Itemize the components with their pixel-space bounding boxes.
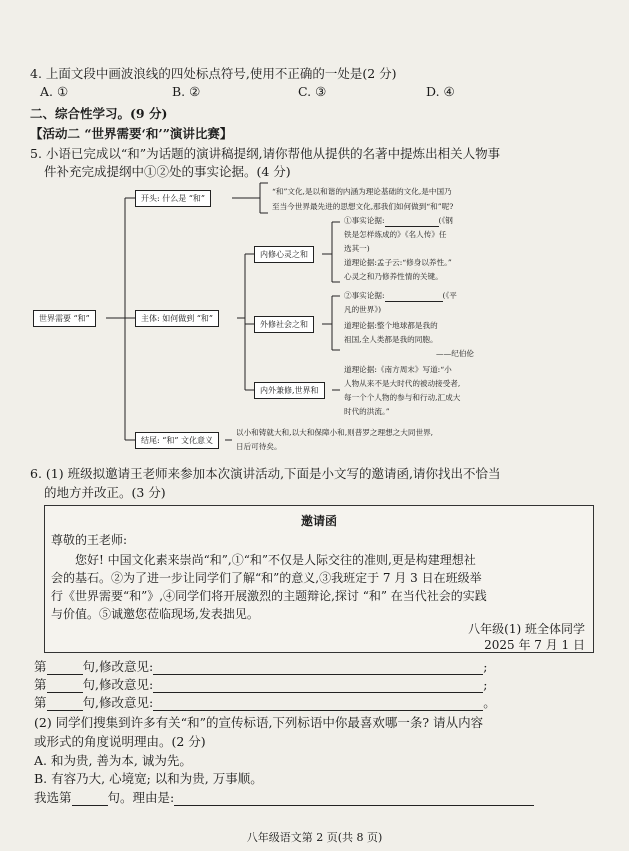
activity-title: 【活动二 “世界需要‘和’”演讲比赛】: [30, 126, 233, 141]
sub3-text-line4: 时代的洪流。”: [344, 407, 390, 416]
q4-option-c: C. ③: [298, 84, 327, 99]
answer-blank-2[interactable]: [385, 292, 443, 302]
letter-body-line3: 行《世界需要“和”》,④同学们将开展激烈的主题辩论,探讨 “和” 在当代社会的实践: [51, 589, 487, 603]
invitation-letter-box: [44, 505, 594, 653]
sub1-text-line4: 道理论据:孟子云:“修身以养性。”: [344, 258, 452, 267]
revision-blank[interactable]: [153, 661, 483, 675]
sub2-fact-suffix: (《平: [442, 291, 457, 300]
opening-text-line1: “和”文化,是以和谐的内涵为理论基础的文化,是中国乃: [272, 187, 452, 196]
q6-part1-line2: 的地方并改正。(3 分): [44, 485, 166, 500]
sub3-text-line2: 人物从来不是大时代的被动接受者,: [344, 379, 461, 388]
letter-body-line1: 您好! 中国文化素来崇尚“和”,①“和”不仅是人际交往的准则,更是构建理想社: [75, 553, 476, 567]
letter-body-line2: 会的基石。②为了进一步让同学们了解“和”的意义,③我班定于 7 月 3 日在班级举: [51, 571, 482, 585]
sub2-text-line4: 祖国,全人类都是我的同胞。: [344, 335, 438, 344]
page-footer: 八年级语文第 2 页(共 8 页): [246, 831, 383, 844]
revision-blank[interactable]: [153, 679, 483, 693]
section2-title: 二、综合性学习。(9 分): [30, 106, 168, 121]
revision-blank[interactable]: [153, 697, 483, 711]
ending-text-line2: 日后可待矣。: [236, 442, 282, 451]
sub1-text-line3: 选其一): [344, 244, 370, 253]
answer-row-3: 第 句,修改意见: 。: [34, 695, 496, 710]
sub1-fact-label: [344, 215, 453, 227]
sub1-text-line2: 铁是怎样炼成的》《名人传》任: [344, 230, 447, 239]
mindmap-opening-node: 开头: 什么是 “和”: [135, 190, 211, 207]
q4-stem: 4. 上面文段中画波浪线的四处标点符号,使用不正确的一处是(2 分): [30, 66, 397, 81]
choice-row: 我选第 句。理由是:: [34, 788, 534, 806]
mindmap-body-node: 主体: 如何做到 “和”: [135, 310, 219, 327]
answer-blank-1[interactable]: [385, 217, 439, 227]
mindmap-root-node: 世界需要 “和”: [33, 310, 96, 327]
opening-text-line2: 至当今世界最先进的思想文化,那我们如何做到“和”呢?: [272, 202, 454, 211]
q4-option-a: A. ①: [40, 84, 69, 99]
mindmap-sub3-node: 内外兼修,世界和: [254, 382, 325, 399]
q6-option-b: B. 有容乃大, 心境宽; 以和为贵, 万事顺。: [34, 771, 263, 786]
sub1-text-line5: 心灵之和乃修养性情的关键。: [344, 272, 443, 281]
q5-line2: 件补充完成提纲中①②处的事实论据。(4 分): [44, 164, 291, 179]
q5-line1: 5. 小语已完成以“和”为话题的演讲稿提纲,请你帮他从提供的名著中提炼出相关人物事: [30, 146, 501, 161]
sub3-text-line1: 道理论据:《南方周末》写道:“小: [344, 365, 452, 374]
sub2-author: ——纪伯伦: [436, 349, 474, 358]
letter-body-line4: 与价值。⑤诚邀您莅临现场,发表拙见。: [51, 607, 259, 621]
sentence-number-blank[interactable]: [47, 661, 83, 675]
ending-text-line1: 以小和铸就大和,以大和保障小和,则普罗之理想之大同世界,: [236, 428, 434, 437]
reason-blank[interactable]: [174, 792, 534, 806]
sub2-text-line2: 凡的世界》): [344, 305, 382, 314]
q6-option-a: A. 和为贵, 善为本, 诚为先。: [34, 753, 192, 768]
choice-blank[interactable]: [72, 792, 108, 806]
sentence-number-blank[interactable]: [47, 679, 83, 693]
mindmap-sub1-node: 内修心灵之和: [254, 246, 314, 263]
q6-part1-line1: 6. (1) 班级拟邀请王老师来参加本次演讲活动,下面是小文写的邀请函,请你找出不恰当: [30, 466, 501, 481]
letter-salutation: 尊敬的王老师:: [51, 533, 128, 547]
sub2-fact-prefix: ②事实论据:: [344, 291, 385, 300]
sub3-text-line3: 每一个个人物的参与和行动,汇成大: [344, 393, 461, 402]
q6-part2-line1: (2) 同学们搜集到许多有关“和”的宣传标语,下列标语中你最喜欢哪一条? 请从内容: [34, 715, 484, 730]
q4-option-d: D. ④: [426, 84, 455, 99]
q6-part2-line2: 或形式的角度说明理由。(2 分): [34, 734, 206, 749]
q4-option-b: B. ②: [172, 84, 201, 99]
letter-date: 2025 年 7 月 1 日: [484, 638, 585, 652]
sub2-text-line3: 道理论据:整个地球都是我的: [344, 321, 438, 330]
answer-row-1: 第 句,修改意见: ;: [34, 659, 488, 674]
answer-row-2: 第 句,修改意见: ;: [34, 677, 488, 692]
mindmap-ending-node: 结尾: “和” 文化意义: [135, 432, 219, 449]
mindmap-sub2-node: 外修社会之和: [254, 316, 314, 333]
letter-title: 邀请函: [300, 514, 337, 528]
sentence-number-blank[interactable]: [47, 697, 83, 711]
sub1-fact-suffix: (《钢: [438, 216, 453, 225]
sub2-fact-label: [344, 290, 457, 302]
letter-signature: 八年级(1) 班全体同学: [468, 622, 585, 636]
sub1-fact-prefix: ①事实论据:: [344, 216, 385, 225]
